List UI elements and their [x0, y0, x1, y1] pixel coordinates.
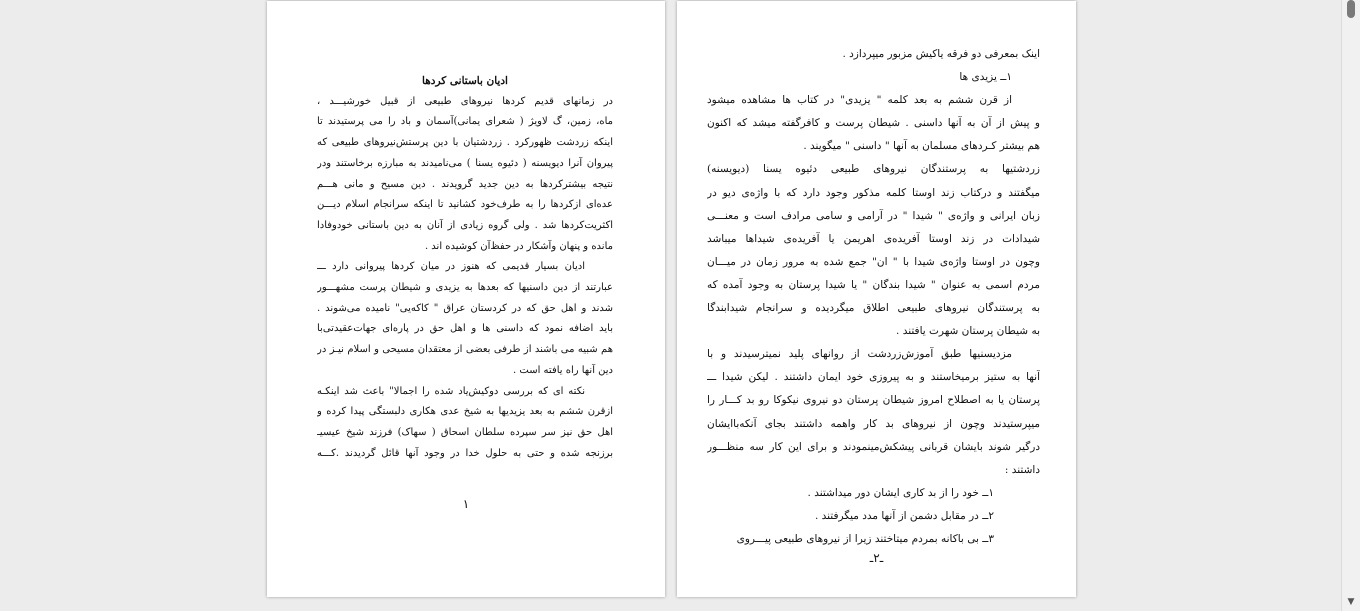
vertical-scrollbar[interactable] — [1341, 0, 1360, 611]
text-line: باید اضافه نمود که داسنی ها و اهل حق در پاره‌ای جهات‌عقیدتی‌با — [317, 323, 613, 335]
text-line: آنها به ستیز برمیخاستند و به پیروزی خود ایمان داشتند . لیکن شیدا ـــ — [707, 371, 1040, 384]
text-line: برزنجه شده و حتی به حلول خدا در وجود آنها قائل گردیدند .کـــه — [317, 447, 613, 459]
text-line: به شیطان پرستان شهرت یافتند . — [896, 325, 1040, 338]
text-line: مانده و پنهان وآشکار در حفظ‌آن کوشیده اند . — [424, 240, 613, 252]
list-item: ۱ــ خود را از بد کاری ایشان دور میداشتند . — [807, 486, 994, 499]
text-line: در زمانهای قدیم کردها نیروهای طبیعی از قبیل خورشیـــد ، — [317, 95, 613, 107]
text-line: زردشتیها به پرستندگان نیروهای طبیعی دئیوه یسنا (دیویسنه) — [707, 163, 1040, 176]
text-line: شدند و اهل حق که در کردستان عراق " کاکه‌یی" نامیده می‌شوند . — [317, 302, 613, 314]
text-line: ادیان بسیار قدیمی که هنوز در میان کردها پیروانی دارد ـــ — [317, 261, 585, 273]
text-line: اهل حق نیز سر سپرده سلطان اسحاق ( سهاک) فرزند شیخ عیسیـ — [317, 426, 613, 438]
scroll-thumb[interactable] — [1347, 0, 1355, 18]
page-number: ۱ — [462, 497, 470, 511]
text-line: نتیجه بیشترکردها به دین جدید گرویدند . دین مسیح و مانی هـــم — [317, 178, 613, 190]
text-line: اینکه زردشت ظهورکرد . زردشتیان با دین پرستش‌نیروهای طبیعی که — [317, 137, 613, 149]
text-line: به پرستندگان نیروهای طبیعی اطلاق میگردیده و سرانجام شیدابندگا — [707, 302, 1040, 315]
page-1-text — [317, 71, 613, 464]
text-line: ازقرن ششم به بعد یزیدیها به شیخ عدی هکاری دلبستگی پیدا کرده و — [317, 406, 613, 418]
page-2 — [677, 1, 1076, 597]
text-line: مزدیسنیها طبق آموزش‌زردشت از روانهای پلید نمیترسیدند و با — [707, 348, 1012, 361]
page-1 — [267, 1, 665, 597]
text-line: درگیر شوند بایشان قربانی پیشکش‌مینمودند و برای این کار سه منظـــور — [707, 440, 1040, 453]
text-line: هم شبیه می باشند از طرفی بعضی از معتقدان مسیحی و اسلام نیـز در — [317, 344, 613, 356]
text-line: وچون در اوستا واژه‌ی شیدا با " ان" جمع شده به مرور زمان در میـــان — [707, 255, 1040, 268]
text-line: از قرن ششم به بعد کلمه " یزیدی" در کتاب ها مشاهده میشود — [707, 94, 1012, 107]
text-line: زبان ایرانی و واژه‌ی " شیدا " در آرامی و سامی مرادف است و معنـــی — [707, 209, 1040, 222]
text-line: و پیش از آن به آنها داسنی . شیطان پرست و کافرگفته میشد که اکنون — [707, 117, 1040, 130]
text-line: داشتند : — [1004, 463, 1040, 476]
text-line: هم بیشتر کـردهای مسلمان به آنها " داسنی " میگویند . — [803, 140, 1040, 153]
text-line: میگفتند و درکتاب زند اوستا کلمه مذکور وجود دارد که با واژه‌ی دیو در — [707, 186, 1040, 199]
list-item: ۳ــ بی باکانه بمردم میتاختند زیرا از نیروهای طبیعی پیـــروی — [736, 532, 994, 545]
page-2-text — [707, 43, 1040, 551]
section-title: ادیان باستانی کردها — [422, 75, 508, 87]
text-line: شیدادات در زند اوستا آفریده‌ی اهریمن یا آفریده‌ی شیداها میباشد — [707, 232, 1040, 245]
text-line: عبارتند از دین داسنیها که بعدها به یزیدی و شیطان پرست مشهـــور — [317, 282, 613, 294]
text-line: مردم اسمی به عنوان " شیدا بندگان " یا شیدا پرستان به وجود آمده که — [707, 278, 1040, 291]
text-line: دین آنها راه یافته است . — [513, 364, 613, 376]
text-line: پرستان یا به اصطلاح امروز شیطان پرستان دو نیروی نیکوکا رو بد کـــار را — [707, 394, 1040, 407]
text-line: اکثریت‌کردها شد . ولی گروه زیادی از آنان به دین باستانی خودوفادا — [317, 219, 613, 231]
text-line: اینک بمعرفی دو فرقه یاکیش مزبور میپردازد . — [842, 48, 1040, 60]
text-line: پیروان آنرا دیویسنه ( دئیوه یسنا ) می‌نامیدند به مبارزه برخاستند ودر — [317, 157, 613, 169]
text-line: عده‌ای ازکردها را به طرف‌خود کشانید تا اینکه سرانجام اسلام دیـــن — [317, 199, 613, 211]
text-line: ماه، زمین، گ لاویژ ( شعرای یمانی)آسمان و باد را می پرستیدند تا — [317, 116, 613, 128]
list-item: ۲ــ در مقابل دشمن از آنها مدد میگرفتند . — [814, 509, 994, 522]
page-number: ـ۲ـ — [869, 551, 884, 565]
text-line: نکته ای که بررسی دوکیش‌یاد شده را اجمالا" باعث شد اینکـه — [317, 385, 585, 397]
subsection-heading: ۱ــ یزیدی ها — [959, 71, 1012, 84]
scroll-down-arrow-icon[interactable]: ▼ — [1347, 597, 1355, 607]
text-line: میپرستیدند وچون از نیروهای بد کار واهمه داشتند بجای آنکه‌با‌ایشان — [707, 417, 1040, 430]
